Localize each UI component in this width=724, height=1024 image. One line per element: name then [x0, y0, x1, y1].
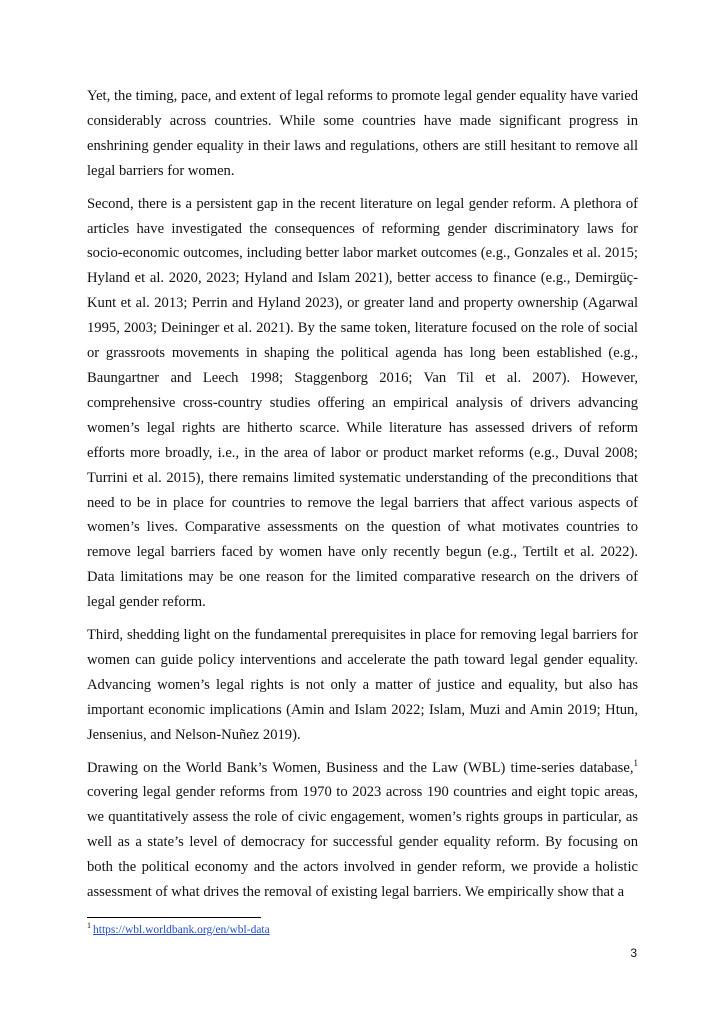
footnote-reference: 1	[633, 757, 638, 768]
footnote-1	[87, 922, 270, 938]
footnote-separator	[87, 917, 261, 918]
main-text	[87, 84, 638, 913]
paragraph-4	[87, 756, 638, 905]
paragraph-1: Yet, the timing, pace, and extent of legal reforms to promote legal gender equality have varied considerably across countries. While some countries have made significant progress in enshrining gender equality in their laws and regulations, others are still hesitant to remove all legal barriers for women.	[87, 88, 638, 179]
page-number: 3	[630, 946, 637, 960]
footnote-link[interactable]: https://wbl.worldbank.org/en/wbl-data	[93, 924, 270, 936]
paragraph-4-rest: covering legal gender reforms from 1970 to 2023 across 190 countries and eight topic areas, we quantitatively assess the role of civic engagement, women’s rights groups in particular, as well as a state’s level of democracy for successful gender equality reform. By focusing on both the political economy and the actors involved in gender reform, we provide a holistic assessment of what drives the removal of existing legal barriers. We empirically show that a	[87, 784, 638, 901]
paragraph-4-lead: Drawing on the World Bank’s Women, Business and the Law (WBL) time-series database,	[87, 759, 634, 776]
footnote-marker: 1	[87, 921, 91, 931]
paragraph-2: Second, there is a persistent gap in the recent literature on legal gender reform. A plethora of articles have investigated the consequences of reforming gender discriminatory laws for socio-economic outcomes, including better labor market outcomes (e.g., Gonzales et al. 2015; Hyland et al. 2020, 2023; Hyland and Islam 2021), better access to finance (e.g., Demirgüç-Kunt et al. 2013; Perrin and Hyland 2023), or greater land and property ownership (Agarwal 1995, 2003; Deininger et al. 2021). By the same token, literature focused on the role of social or grassroots movements in shaping the political agenda has long been established (e.g., Baungartner and Leech 1998; Staggenborg 2016; Van Til et al. 2007). However, comprehensive cross-country studies offering an empirical analysis of drivers advancing women’s legal rights are hitherto scarce. While literature has assessed drivers of reform efforts more broadly, i.e., in the area of labor or product market reforms (e.g., Duval 2008; Turrini et al. 2015), there remains limited systematic understanding of the preconditions that need to be in place for countries to remove the legal barriers that affect various aspects of women’s lives. Comparative assessments on the question of what motivates countries to remove legal barriers faced by women have only recently begun (e.g., Tertilt et al. 2022). Data limitations may be one reason for the limited comparative research on the drivers of legal gender reform.	[87, 195, 638, 611]
paragraph-3: Third, shedding light on the fundamental prerequisites in place for removing legal barriers for women can guide policy interventions and accelerate the path toward legal gender equality. Advancing women’s legal rights is not only a matter of justice and equality, but also has important economic implications (Amin and Islam 2022; Islam, Muzi and Amin 2019; Htun, Jensenius, and Nelson-Nuñez 2019).	[87, 627, 638, 743]
